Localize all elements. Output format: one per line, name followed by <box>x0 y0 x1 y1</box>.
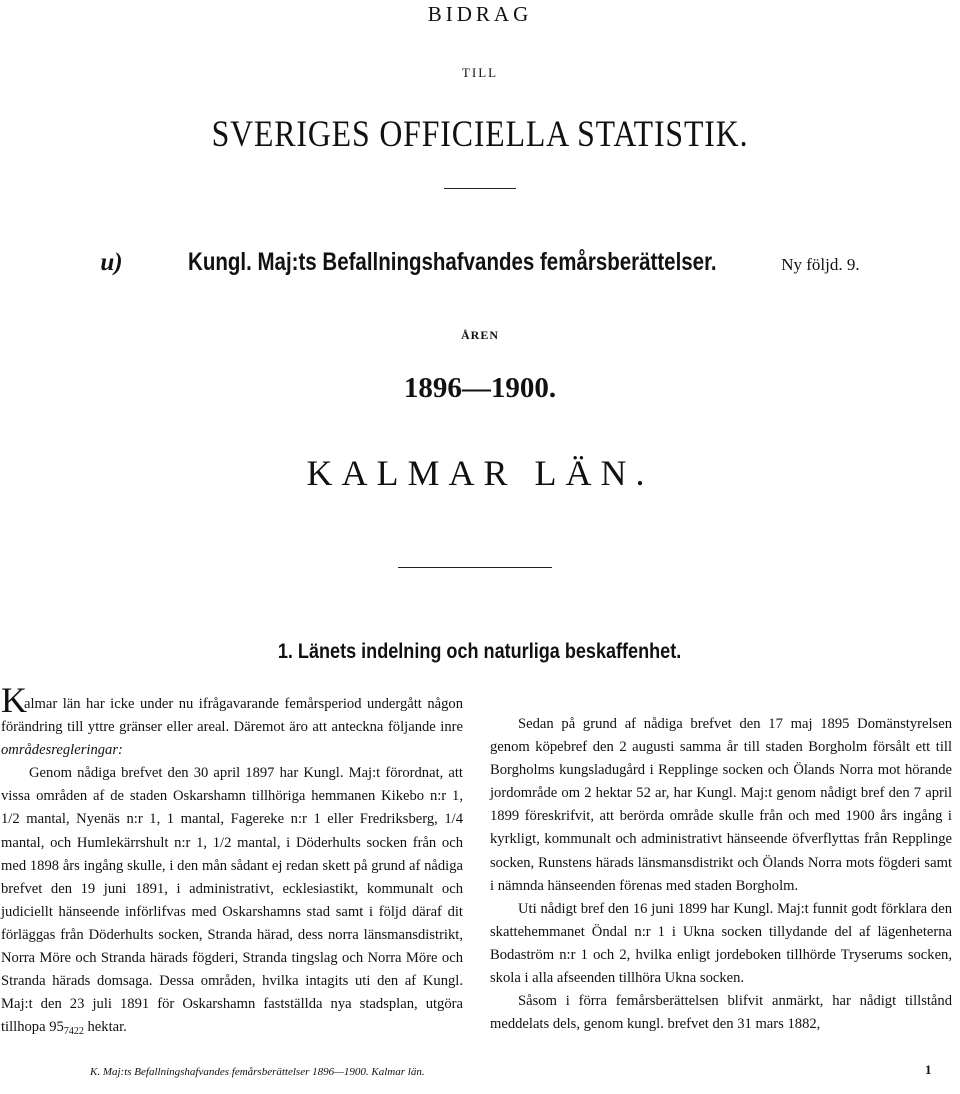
header-till: TILL <box>461 65 499 80</box>
divider-rule <box>398 567 552 568</box>
paragraph-text: mantal, i Döderhults socken från och med 1898 års ingång skulle, i den mån sådant ej redan skett på grund af nådiga brefvet den 19 juni 1891, i administrativt, ecklesiastikt, kommunalt och judiciellt hänseende införlifvas med Oskarshamns stad samt i följd däraf dit förläggas från Döderhults socken, Stranda härad, dess norra länsmansdistrikt, Norra Möre och Stranda härads fögderi, Stranda tingslag och Norra Möre och Stranda härads domsaga. Dessa områden, hvilka intagits uti den af Kungl. Maj:t den 23 juli 1891 för Oskarshamn fastställda nya stadsplan, utgöra tillhopa 95 <box>1 834 464 1036</box>
paragraph-text: Genom nådiga brefvet den 30 april 1897 har Kungl. Maj:t förordnat, att vissa områden af de staden Oskarshamn tillhöriga hemmanen Kikebo n:r 1, <box>1 765 463 805</box>
section-heading-text: 1. Länets indelning och naturliga beskaffenhet. <box>278 640 682 663</box>
subtitle-line <box>0 248 960 277</box>
period-label: ÅREN <box>460 328 499 342</box>
emphasis-text: områdesregleringar: <box>1 742 123 759</box>
subscript-decimals: 7422 <box>63 1026 84 1038</box>
paragraph-text: mantal, Nyenäs n:r 1, 1 mantal, Fagereke n:r 1 eller Fredriksberg, <box>26 811 438 828</box>
paragraph: Uti nådigt bref den 16 juni 1899 har Kungl. Maj:t funnit godt förklara den skattehemmanet Öndal n:r 1 i Ukna socken tillydande del af lägenheterna Bodaström n:r 1 och 2, hvilka enligt jordeboken tillhörde Tryserums socken, skola i alla afseenden tillhöra Ukna socken. <box>490 900 952 987</box>
header-bidrag: BIDRAG <box>427 2 533 26</box>
right-column <box>490 713 952 1036</box>
county-title: KALMAR LÄN. <box>306 453 654 493</box>
series-title: SVERIGES OFFICIELLA STATISTIK. <box>211 114 749 155</box>
paragraph: Såsom i förra femårsberättelsen blifvit anmärkt, har nådigt tillstånd meddelats dels, genom kungl. brefvet den 31 mars 1882, <box>490 993 952 1033</box>
drop-cap: K <box>1 680 27 720</box>
fraction: 1/2 <box>212 834 232 851</box>
paragraph-text: hektar. <box>87 1019 127 1036</box>
paragraph <box>1 762 463 1043</box>
page-number: 1 <box>925 1062 932 1077</box>
fraction: 1/4 <box>444 811 463 828</box>
paragraph-text: almar län har icke under nu ifrågavarande femårsperiod undergått någon förändring till yttre gränser eller areal. Däremot äro att anteckna följande inre <box>1 696 463 736</box>
divider-rule <box>444 188 516 189</box>
subtitle-mark: u) <box>100 249 123 276</box>
fraction: 1/2 <box>1 811 20 828</box>
subtitle-main: Kungl. Maj:ts Befallningshafvandes femårsberättelser. <box>187 248 717 276</box>
paragraph-text: mantal, och Humlekärrshult n:r 1, <box>1 834 208 851</box>
new-series-label: Ny följd. 9. <box>781 255 860 274</box>
paragraph: Sedan på grund af nådiga brefvet den 17 maj 1895 Domänstyrelsen genom köpebref den 2 augusti samma år till staden Borgholm försålt ett till Borgholms kungsladugård i Repplinge socken och Ölands Norra mot hörande jordområde om 2 hektar 52 ar, har Kungl. Maj:t genom nådigt bref den 7 april 1899 föreskrifvit, att berörda område skulle från och med 1900 års ingång i kyrkligt, kommunalt och administrativt hänseende öfverflyttas från Repplinge socken, Runstens härads länsmansdistrikt och Ölands Norra mots fögderi samt i nämnda hänseenden förenas med staden Borgholm. <box>490 716 952 894</box>
paragraph <box>1 680 463 762</box>
footer-signature: K. Maj:ts Befallningshafvandes femårsberättelser 1896—1900. Kalmar län. <box>90 1066 425 1078</box>
period-years: 1896—1900. <box>403 372 557 404</box>
section-heading <box>0 640 960 664</box>
left-column <box>1 680 464 1043</box>
